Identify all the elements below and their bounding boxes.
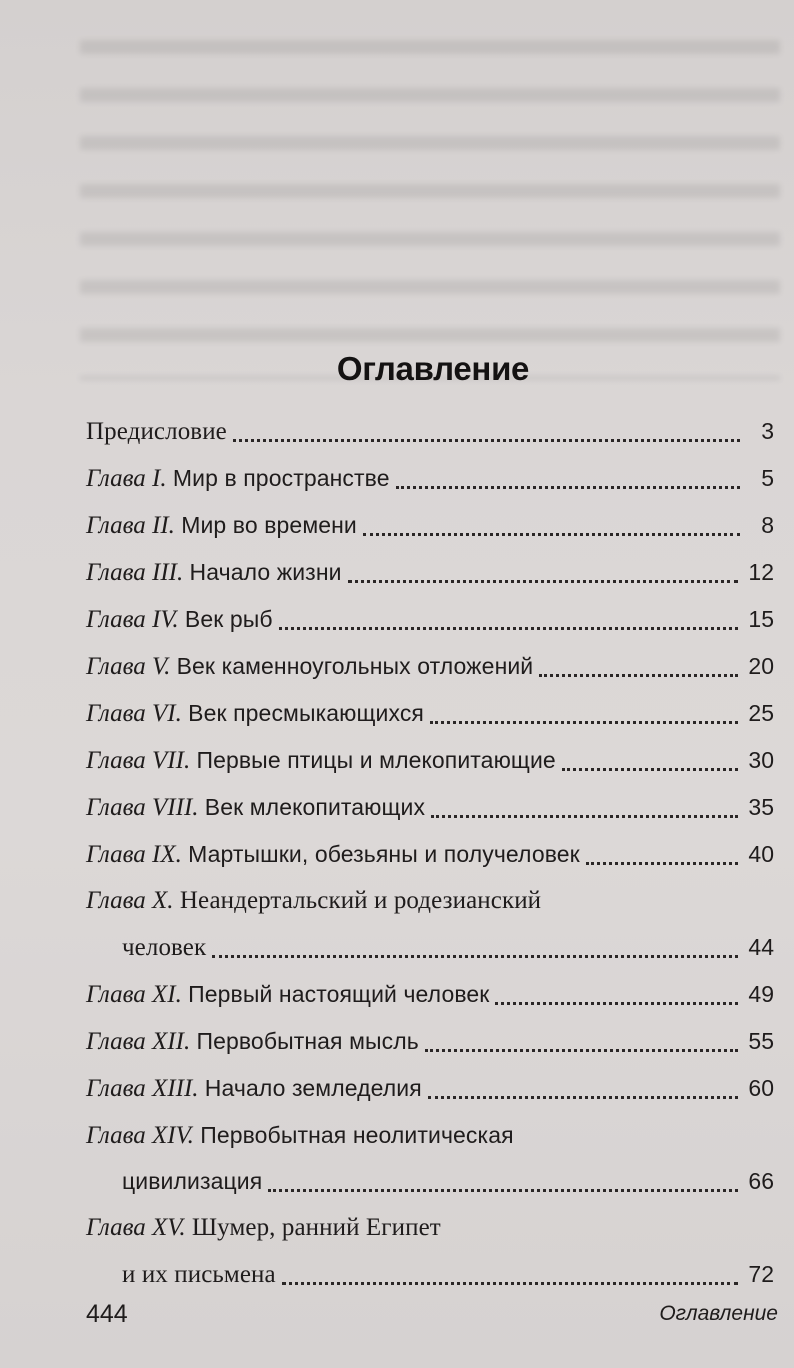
- dot-leader: [586, 862, 739, 865]
- dot-leader: [396, 486, 740, 489]
- entry-name: Первобытная мысль: [196, 1028, 419, 1054]
- entry-page: 35: [748, 794, 774, 820]
- chapter-label: Глава II.: [86, 512, 175, 539]
- entry-page: 5: [761, 465, 774, 491]
- toc-entry-chapter-1[interactable]: [86, 455, 774, 502]
- dot-leader: [348, 580, 739, 583]
- folio-page-number: 444: [86, 1300, 128, 1328]
- entry-name: Первый настоящий человек: [188, 981, 490, 1007]
- dot-leader: [539, 674, 738, 677]
- entry-name: Начало жизни: [189, 559, 342, 585]
- toc-entry-chapter-4[interactable]: [86, 596, 774, 643]
- dot-leader: [363, 533, 740, 536]
- entry-page: 25: [748, 700, 774, 726]
- dot-leader: [282, 1282, 739, 1285]
- toc-entry-chapter-13[interactable]: [86, 1065, 774, 1112]
- chapter-label: Глава V.: [86, 653, 171, 680]
- running-footer-title: Оглавление: [659, 1302, 778, 1325]
- toc-entry-chapter-11[interactable]: [86, 971, 774, 1018]
- entry-page: 72: [748, 1261, 774, 1287]
- chapter-label: Глава IX.: [86, 841, 182, 868]
- toc-entry-chapter-14[interactable]: [86, 1112, 774, 1205]
- page-title: Оглавление: [336, 350, 530, 387]
- entry-name: Неандертальский и родезианский: [179, 887, 542, 914]
- entry-page: 8: [761, 512, 774, 538]
- dot-leader: [562, 768, 739, 771]
- chapter-label: Глава VII.: [86, 747, 191, 774]
- table-of-contents: [86, 408, 774, 1298]
- bleed-through-text: [80, 40, 780, 380]
- dot-leader: [233, 439, 740, 442]
- chapter-label: Глава XIII.: [86, 1075, 199, 1102]
- entry-page: 66: [748, 1168, 774, 1194]
- toc-entry-chapter-9[interactable]: [86, 831, 774, 878]
- chapter-label: Глава VI.: [86, 700, 182, 727]
- dot-leader: [268, 1189, 738, 1192]
- toc-entry-chapter-2[interactable]: [86, 502, 774, 549]
- entry-name: Первые птицы и млекопитающие: [196, 747, 556, 773]
- entry-page: 55: [748, 1028, 774, 1054]
- toc-entry-chapter-7[interactable]: [86, 737, 774, 784]
- toc-entry-preface[interactable]: [86, 408, 774, 455]
- dot-leader: [428, 1096, 739, 1099]
- entry-page: 20: [748, 653, 774, 679]
- entry-name: Мартышки, обезьяны и получеловек: [188, 841, 580, 867]
- chapter-label: Глава IV.: [86, 606, 179, 633]
- entry-name: Век пресмыкающихся: [188, 700, 424, 726]
- entry-name-continued: цивилизация: [122, 1168, 263, 1194]
- dot-leader: [430, 721, 738, 724]
- toc-entry-chapter-12[interactable]: [86, 1018, 774, 1065]
- toc-entry-chapter-6[interactable]: [86, 690, 774, 737]
- entry-name-continued: и их письмена: [122, 1261, 276, 1288]
- entry-name: Мир во времени: [181, 512, 357, 538]
- chapter-label: Глава XIV.: [86, 1122, 194, 1149]
- chapter-label: Глава X.: [86, 887, 174, 914]
- entry-name: Первобытная неолитическая: [200, 1122, 514, 1148]
- dot-leader: [431, 815, 738, 818]
- entry-name: Начало земледелия: [204, 1075, 422, 1101]
- chapter-label: Глава XI.: [86, 981, 182, 1008]
- entry-page: 12: [748, 559, 774, 585]
- entry-name-continued: человек: [122, 934, 207, 961]
- entry-name: Предисловие: [86, 418, 227, 445]
- entry-page: 60: [748, 1075, 774, 1101]
- entry-name: Век млекопитающих: [204, 794, 426, 820]
- dot-leader: [279, 627, 739, 630]
- entry-name: Век каменноугольных отложений: [176, 653, 534, 679]
- toc-entry-chapter-8[interactable]: [86, 784, 774, 831]
- toc-entry-chapter-3[interactable]: [86, 549, 774, 596]
- toc-entry-chapter-15[interactable]: [86, 1205, 774, 1298]
- entry-page: 40: [748, 841, 774, 867]
- entry-name: Век рыб: [184, 606, 273, 632]
- toc-entry-chapter-10[interactable]: [86, 878, 774, 971]
- dot-leader: [212, 955, 738, 958]
- dot-leader: [425, 1049, 739, 1052]
- chapter-label: Глава III.: [86, 559, 184, 586]
- chapter-label: Глава XV.: [86, 1214, 186, 1241]
- chapter-label: Глава VIII.: [86, 794, 199, 821]
- entry-page: 44: [748, 934, 774, 960]
- entry-name: Мир в пространстве: [172, 465, 390, 491]
- chapter-label: Глава XII.: [86, 1028, 191, 1055]
- entry-page: 3: [761, 418, 774, 444]
- entry-page: 15: [748, 606, 774, 632]
- entry-page: 49: [748, 981, 774, 1007]
- entry-page: 30: [748, 747, 774, 773]
- entry-name: Шумер, ранний Египет: [191, 1214, 441, 1241]
- toc-entry-chapter-5[interactable]: [86, 643, 774, 690]
- chapter-label: Глава I.: [86, 465, 167, 492]
- dot-leader: [495, 1002, 738, 1005]
